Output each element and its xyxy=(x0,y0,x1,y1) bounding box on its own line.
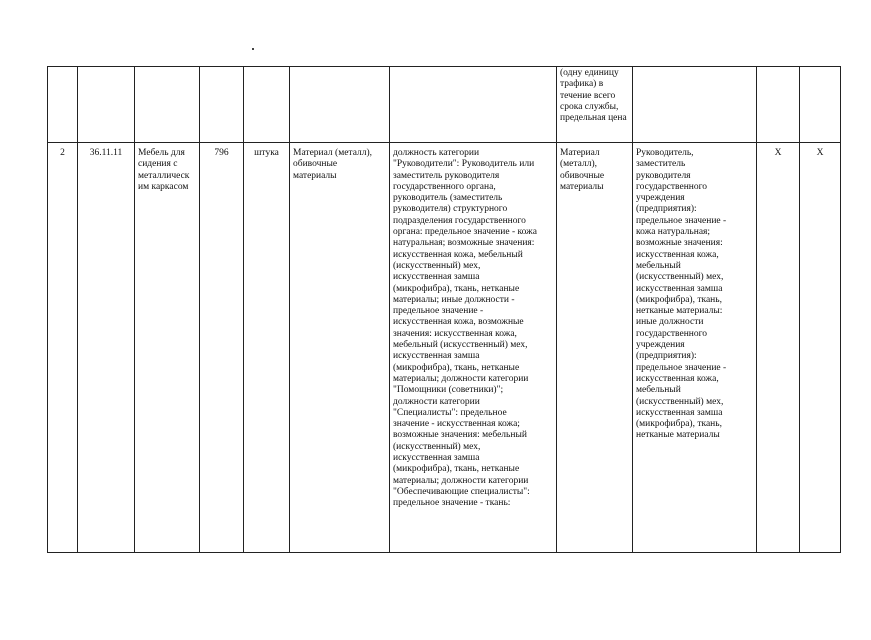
table-cell xyxy=(633,67,757,143)
mark-cell-1: X xyxy=(757,143,800,553)
approved-values: должность категории "Руководители": Руководитель или заместитель руководителя государственного органа, руководитель (заместитель руководителя) структурного подразделения государственного органа: предельное значение - кожа натуральная; возможные значения: искусственная кожа, мебельный (искусственный) мех, искусственная замша (микрофибра), ткань, нетканые материалы; иные должности - предельное значение - искусственная кожа, возможные значения: искусственная кожа, мебельный (искусственный) мех, искусственная замша (микрофибра), ткань, нетканые материалы; должности категории "Помощники (советники)"; должности категории "Специалисты": предельное значение - искусственная кожа; возможные значения: мебельный (искусственный) мех, искусственная замша (микрофибра), ткань, нетканые материалы; должности категории "Обеспечивающие специалисты": предельное значение - ткань: xyxy=(390,143,557,553)
table-cell xyxy=(200,67,244,143)
table-cell-price-note: (одну единицу трафика) в течение всего срока службы, предельная цена xyxy=(557,67,633,143)
table-row-item xyxy=(48,143,841,553)
characteristic-2: Материал (металл), обивочные материалы xyxy=(557,143,633,553)
characteristic: Материал (металл), обивочные материалы xyxy=(290,143,390,553)
row-number: 2 xyxy=(48,143,78,553)
table-cell xyxy=(48,67,78,143)
requirements-table xyxy=(47,66,841,553)
item-name: Мебель для сидения с металлическ им каркасом xyxy=(135,143,200,553)
table-cell xyxy=(78,67,135,143)
mark-cell-2: X xyxy=(800,143,841,553)
okei-code: 796 xyxy=(200,143,244,553)
okpd-code: 36.11.11 xyxy=(78,143,135,553)
unit-name: штука xyxy=(244,143,290,553)
table-cell xyxy=(390,67,557,143)
table-cell xyxy=(800,67,841,143)
values-2: Руководитель, заместитель руководителя государственного учреждения (предприятия): предельное значение - кожа натуральная; возможные значения: искусственная кожа, мебельный (искусственный) мех, искусственная замша (микрофибра), ткань, нетканые материалы: иные должности государственного учреждения (предприятия): предельное значение - искусственная кожа, мебельный (искусственный) мех, искусственная замша (микрофибра), ткань, нетканые материалы xyxy=(633,143,757,553)
scan-speck xyxy=(252,48,254,50)
table-cell xyxy=(244,67,290,143)
table-cell xyxy=(757,67,800,143)
table-cell xyxy=(135,67,200,143)
table-row-continuation xyxy=(48,67,841,143)
table-cell xyxy=(290,67,390,143)
